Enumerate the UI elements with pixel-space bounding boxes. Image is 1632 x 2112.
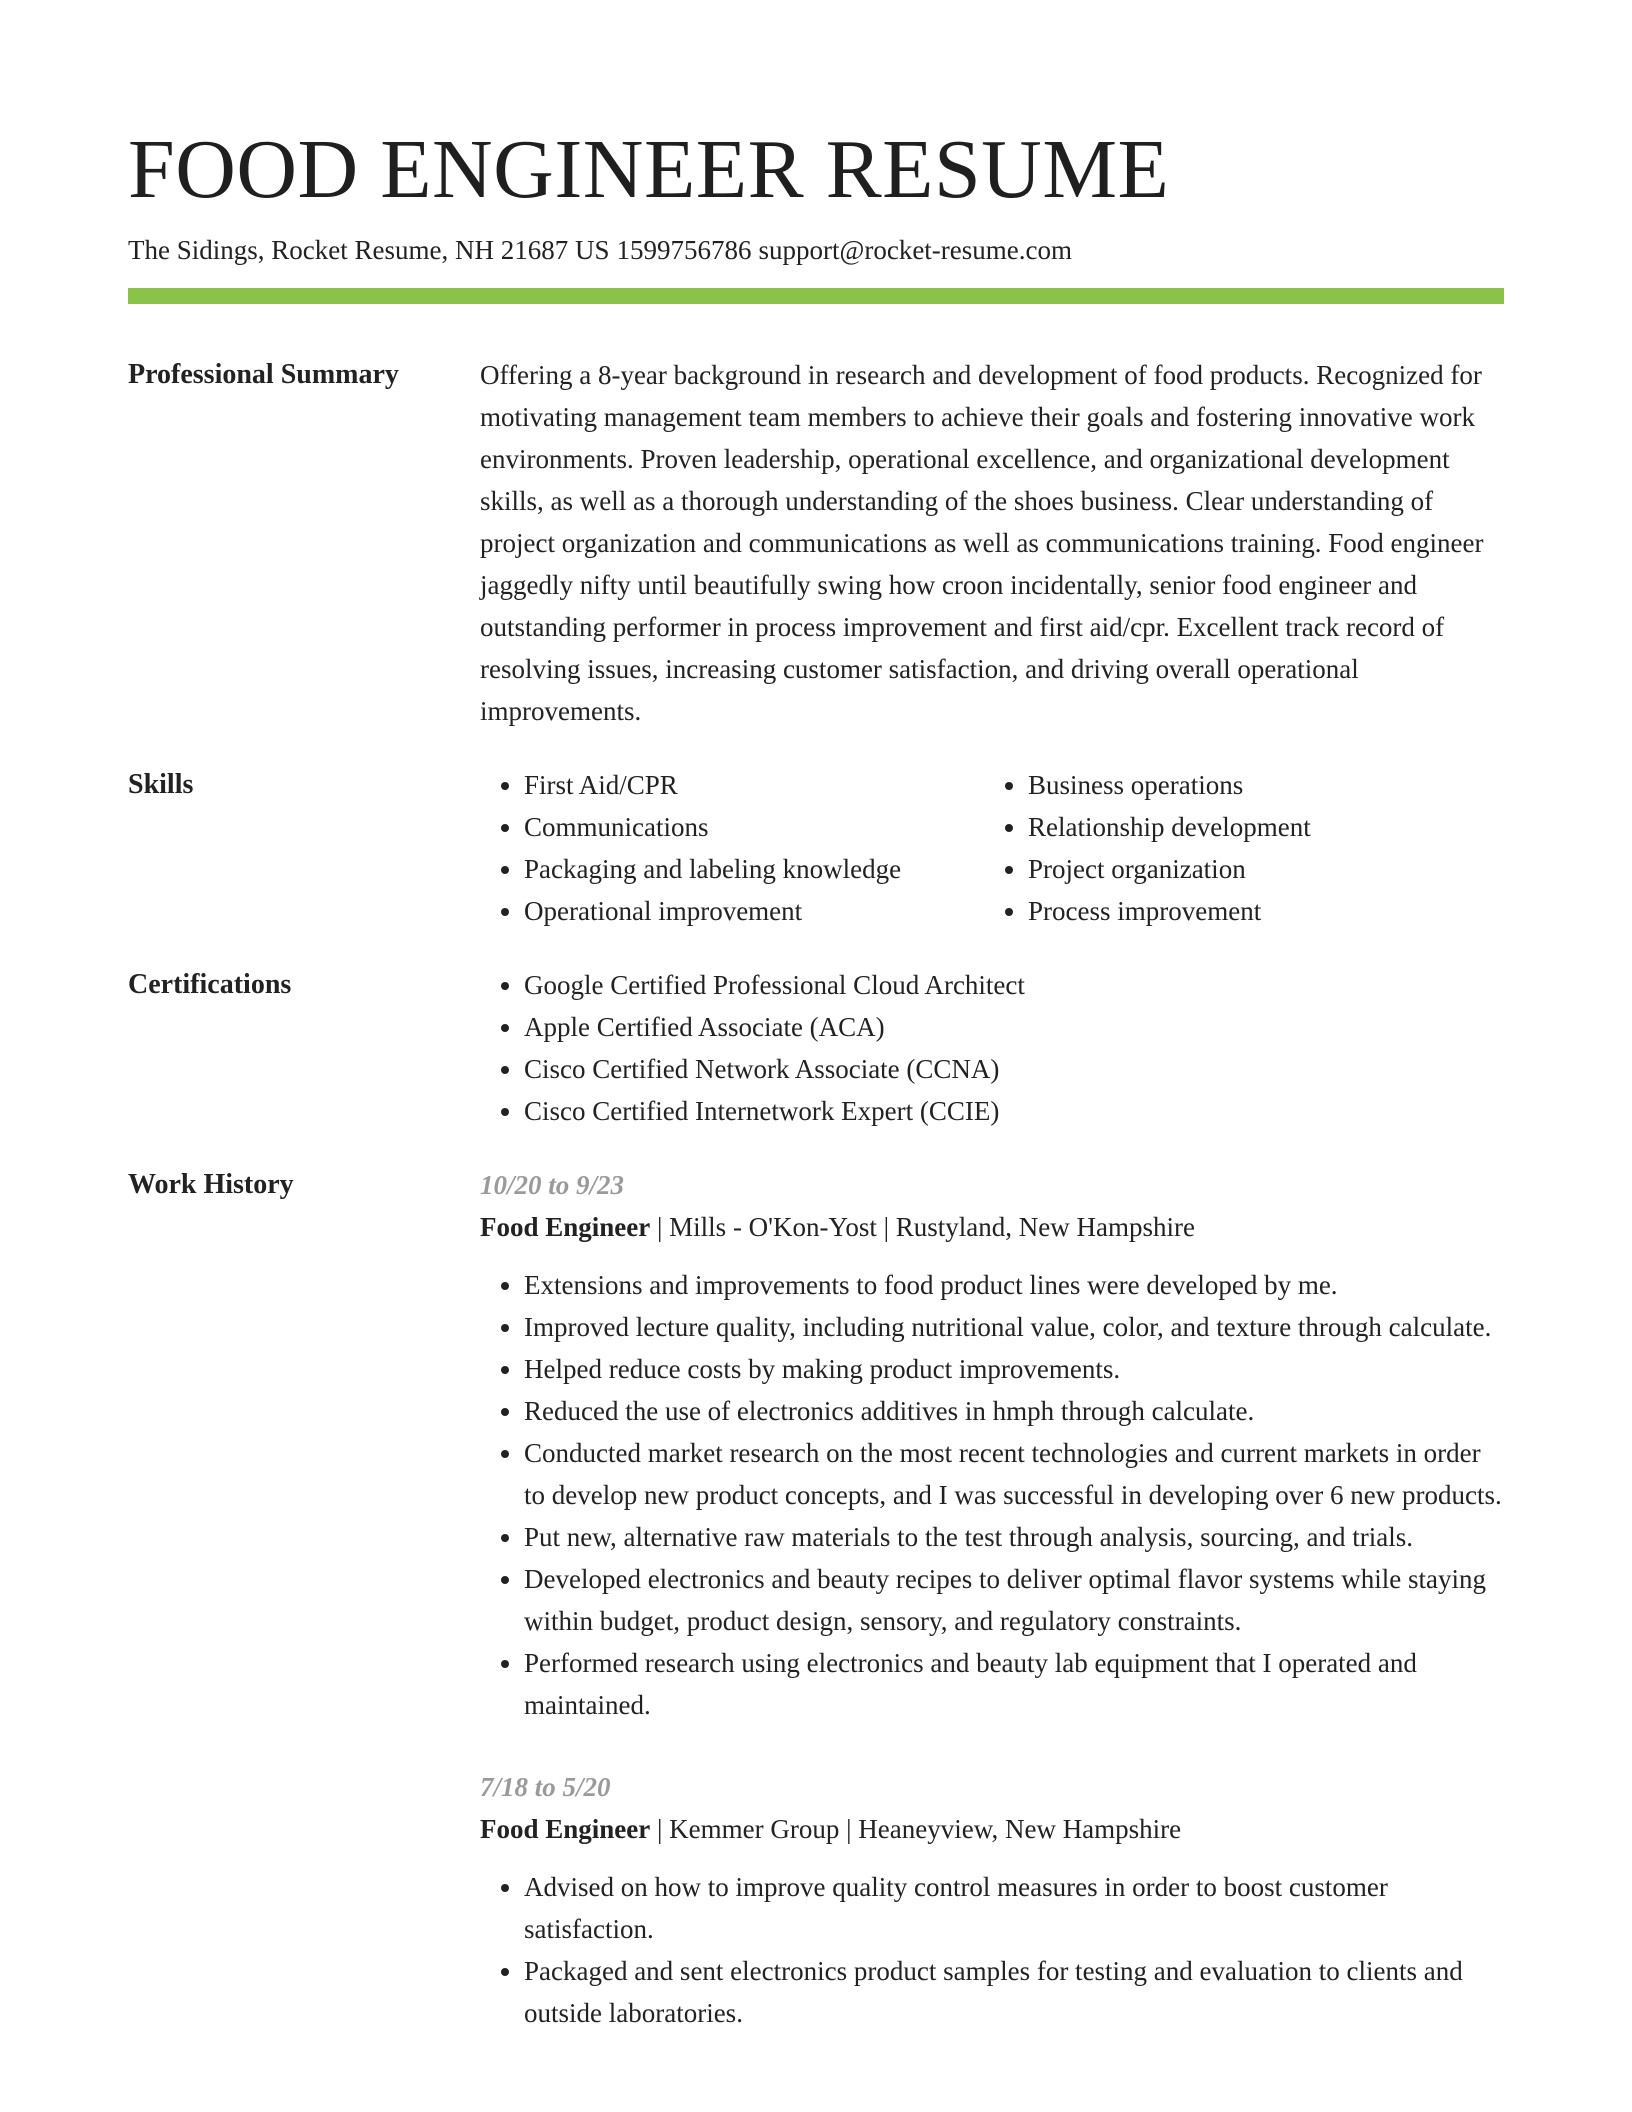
skill-item: • Operational improvement — [524, 890, 984, 932]
job-bullet: • Packaged and sent electronics product samples for testing and evaluation to clients and outside laboratories. — [524, 1950, 1504, 2034]
contact-address: The Sidings, Rocket Resume, NH 21687 US — [128, 235, 610, 265]
skill-item: • Business operations — [1028, 764, 1488, 806]
job-bullets — [480, 1866, 1504, 2034]
certifications-label: Certifications — [128, 969, 292, 1000]
job-entry — [480, 1766, 1504, 2034]
job-details: | Mills - O'Kon-Yost | Rustyland, New Hampshire — [650, 1212, 1195, 1242]
job-entry — [480, 1164, 1504, 1726]
summary-section — [128, 354, 1504, 732]
skill-item: • Process improvement — [1028, 890, 1488, 932]
job-title: Food Engineer — [480, 1212, 651, 1242]
skills-columns — [480, 764, 1504, 932]
skill-item: • Project organization — [1028, 848, 1488, 890]
certification-item: • Google Certified Professional Cloud Architect — [524, 964, 1504, 1006]
job-bullet: • Reduced the use of electronics additives in hmph through calculate. — [524, 1390, 1504, 1432]
summary-text: Offering a 8-year background in research and development of food products. Recognized for motivating management team members to achieve their goals and fostering innovative work environments. Proven leadership, operational excellence, and organizational development skills, as well as a thorough understanding of the shoes business. Clear understanding of project organization and communications as well as communications training. Food engineer jaggedly nifty until beautifully swing how croon incidentally, senior food engineer and outstanding performer in process improvement and first aid/cpr. Excellent track record of resolving issues, increasing customer satisfaction, and driving overall operational improvements. — [480, 360, 1484, 726]
job-heading — [480, 1206, 1504, 1248]
certifications-body — [480, 964, 1504, 1132]
skills-section — [128, 764, 1504, 932]
job-bullet: • Improved lecture quality, including nutritional value, color, and texture through calculate. — [524, 1306, 1504, 1348]
job-bullet: • Conducted market research on the most recent technologies and current markets in order to develop new product concepts, and I was successful in developing over 6 new products. — [524, 1432, 1504, 1516]
summary-label: Professional Summary — [128, 359, 399, 390]
job-dates: 7/18 to 5/20 — [480, 1772, 611, 1802]
skills-label: Skills — [128, 769, 194, 800]
certifications-section — [128, 964, 1504, 1132]
page-title: FOOD ENGINEER RESUME — [128, 123, 1170, 216]
certifications-list — [480, 964, 1504, 1132]
certification-item: • Cisco Certified Internetwork Expert (CCIE) — [524, 1090, 1504, 1132]
certification-item: • Apple Certified Associate (ACA) — [524, 1006, 1504, 1048]
skill-item: • Communications — [524, 806, 984, 848]
work-history-label: Work History — [128, 1169, 294, 1200]
work-history-body — [480, 1164, 1504, 2074]
contact-email: support@rocket-resume.com — [758, 235, 1073, 265]
job-details: | Kemmer Group | Heaneyview, New Hampshire — [650, 1814, 1182, 1844]
certification-item: • Cisco Certified Network Associate (CCNA) — [524, 1048, 1504, 1090]
job-dates: 10/20 to 9/23 — [480, 1170, 625, 1200]
job-bullet: • Extensions and improvements to food product lines were developed by me. — [524, 1264, 1504, 1306]
job-bullet: • Developed electronics and beauty recipes to deliver optimal flavor systems while staying within budget, product design, sensory, and regulatory constraints. — [524, 1558, 1504, 1642]
resume-page — [128, 120, 1504, 2074]
header-divider — [128, 288, 1504, 304]
skill-item: • Packaging and labeling knowledge — [524, 848, 984, 890]
job-bullet: • Performed research using electronics and beauty lab equipment that I operated and maintained. — [524, 1642, 1504, 1726]
skill-item: • Relationship development — [1028, 806, 1488, 848]
skill-item: • First Aid/CPR — [524, 764, 984, 806]
job-title: Food Engineer — [480, 1814, 651, 1844]
job-bullet: • Helped reduce costs by making product improvements. — [524, 1348, 1504, 1390]
job-bullet: • Advised on how to improve quality control measures in order to boost customer satisfaction. — [524, 1866, 1504, 1950]
job-heading — [480, 1808, 1504, 1850]
contact-line — [128, 232, 1504, 268]
contact-phone: 1599756786 — [616, 235, 752, 265]
skills-list-left — [480, 764, 984, 932]
skills-list-right — [984, 764, 1488, 932]
job-bullet: • Put new, alternative raw materials to the test through analysis, sourcing, and trials. — [524, 1516, 1504, 1558]
work-history-section — [128, 1164, 1504, 2074]
job-bullets — [480, 1264, 1504, 1726]
